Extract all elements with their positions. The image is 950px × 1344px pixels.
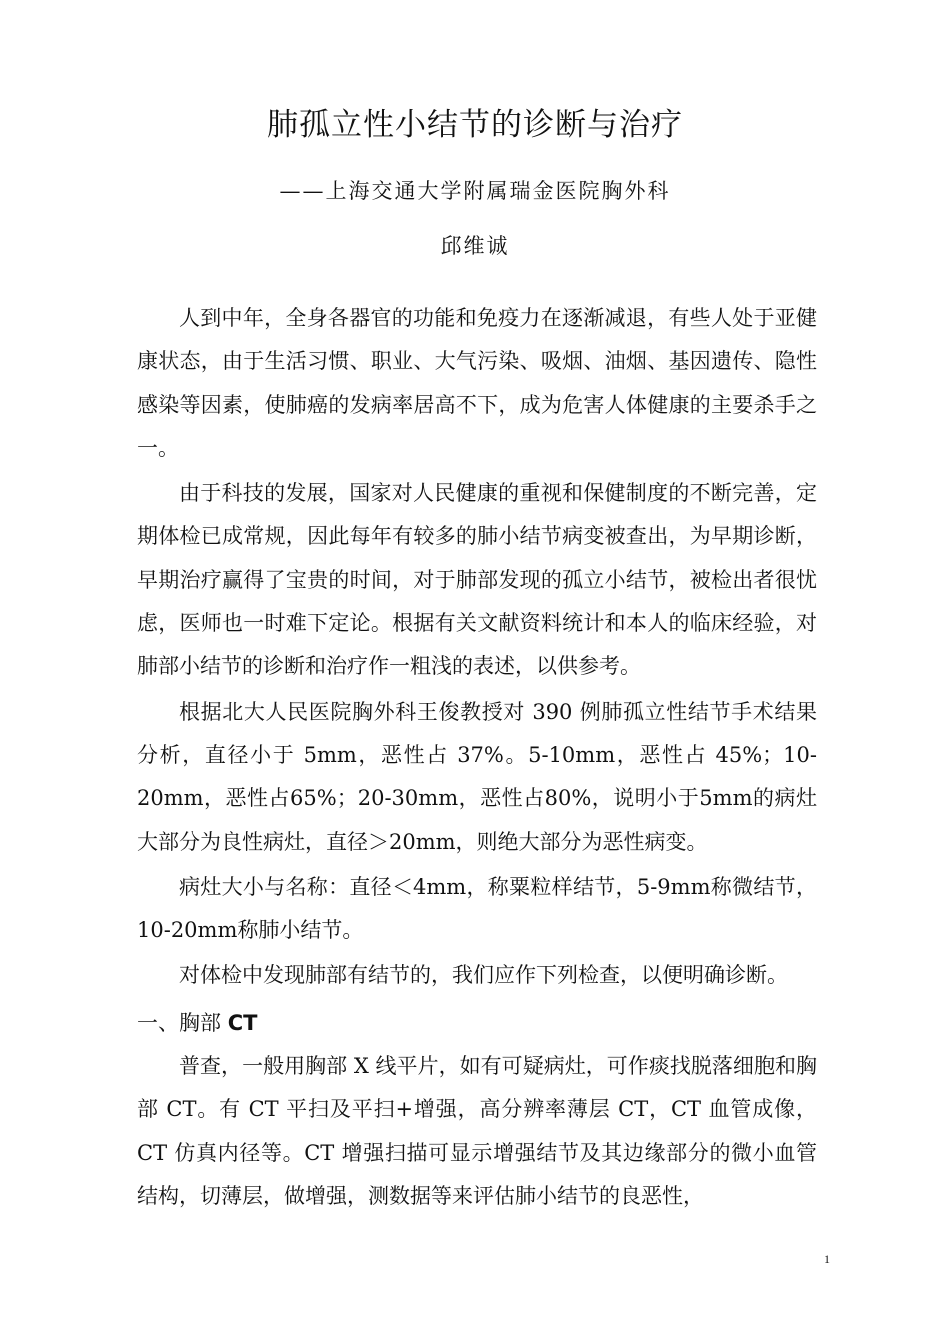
paragraph-5: 对体检中发现肺部有结节的，我们应作下列检查，以便明确诊断。 <box>179 963 788 988</box>
paragraph-4: 病灶大小与名称：直径＜4mm，称粟粒样结节，5-9mm称微结节，10-20mm称肺小结节。 <box>137 874 817 943</box>
paragraph-3: 根据北大人民医院胸外科王俊教授对 390 例肺孤立性结节手术结果分析，直径小于 5mm，恶性占 37%。5-10mm，恶性占 45%；10-20mm，恶性占65%；20-30mm，恶性占80%，说明小于5mm的病灶大部分为良性病灶，直径＞20mm，则绝大部分为恶性病变。 <box>137 699 817 854</box>
section-heading <box>137 1002 817 1045</box>
section-paragraph: 普查，一般用胸部 X 线平片，如有可疑病灶，可作痰找脱落细胞和胸部 CT。有 CT 平扫及平扫+增强，高分辨率薄层 CT，CT 血管成像，CT 仿真内径等。CT 增强扫描可显示增强结节及其边缘部分的微小血管结构，切薄层，做增强，测数据等来评估肺小结节的良恶性， <box>137 1054 817 1208</box>
paragraph-1: 人到中年，全身各器官的功能和免疫力在逐渐减退，有些人处于亚健康状态，由于生活习惯、职业、大气污染、吸烟、油烟、基因遗传、隐性感染等因素，使肺癌的发病率居高不下，成为危害人体健康的主要杀手之一。 <box>137 306 817 460</box>
document-author: 邱维诚 <box>440 234 510 258</box>
section-heading-bold: CT <box>227 1010 258 1035</box>
document-body <box>137 297 817 1218</box>
page-number: 1 <box>824 1252 830 1266</box>
document-title: 肺孤立性小结节的诊断与治疗 <box>267 107 683 143</box>
document-subtitle: ——上海交通大学附属瑞金医院胸外科 <box>279 179 671 203</box>
section-heading-prefix: 一、胸部 <box>137 1010 228 1035</box>
paragraph-2: 由于科技的发展，国家对人民健康的重视和保健制度的不断完善，定期体检已成常规，因此每年有较多的肺小结节病变被查出，为早期诊断，早期治疗赢得了宝贵的时间，对于肺部发现的孤立小结节，被检出者很忧虑，医师也一时难下定论。根据有关文献资料统计和本人的临床经验，对肺部小结节的诊断和治疗作一粗浅的表述，以供参考。 <box>137 481 817 679</box>
